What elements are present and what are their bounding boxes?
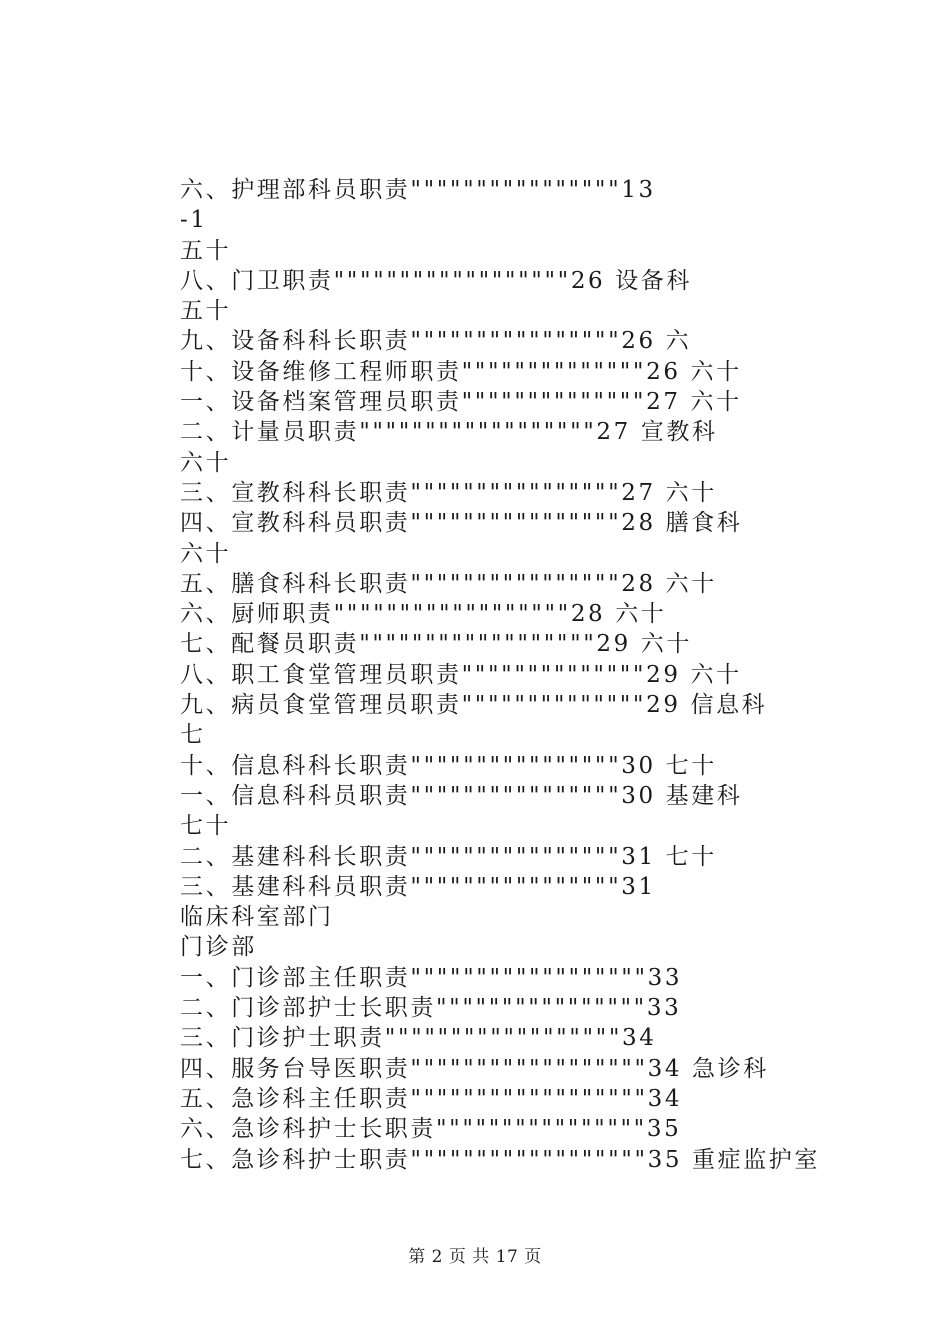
subsection-heading: 门诊部: [180, 934, 257, 961]
page-footer: 第 2 页 共 17 页: [408, 1247, 542, 1267]
toc-line: 七: [180, 722, 206, 749]
toc-line: 七十: [180, 813, 232, 840]
toc-line: 六、护理部科员职责""""""""""""""""13: [180, 177, 656, 203]
toc-line: 九、设备科科长职责""""""""""""""""26 六: [180, 328, 692, 355]
toc-line: 五十: [180, 298, 232, 325]
toc-line: 六、厨师职责""""""""""""""""""28 六十: [180, 601, 667, 628]
toc-line: 九、病员食堂管理员职责""""""""""""""29 信息科: [180, 692, 768, 719]
toc-line: 一、门诊部主任职责""""""""""""""""""33: [180, 964, 683, 991]
toc-line: 一、信息科科员职责""""""""""""""""30 基建科: [180, 782, 743, 809]
toc-line: 四、宣教科科员职责""""""""""""""""28 膳食科: [180, 510, 743, 537]
toc-line: 二、门诊部护士长职责""""""""""""""""33: [180, 995, 682, 1022]
toc-line: 一、设备档案管理员职责""""""""""""""27 六十: [180, 389, 742, 416]
toc-line: 七、配餐员职责""""""""""""""""""29 六十: [180, 631, 693, 658]
toc-line: 三、基建科科员职责""""""""""""""""31: [180, 873, 656, 900]
section-heading: 临床科室部门: [180, 904, 334, 931]
toc-line: 五、膳食科科长职责""""""""""""""""28 六十: [180, 570, 717, 597]
toc-line: 五十: [180, 237, 232, 264]
toc-line: 七、急诊科护士职责""""""""""""""""""35 重症监护室: [180, 1146, 821, 1173]
toc-line: 六十: [180, 449, 232, 476]
toc-line: 四、服务台导医职责""""""""""""""""""34 急诊科: [180, 1055, 769, 1082]
toc-line: 二、计量员职责""""""""""""""""""27 宣教科: [180, 419, 718, 446]
toc-line: 五、急诊科主任职责""""""""""""""""""34: [180, 1085, 683, 1112]
toc-line: -1: [180, 207, 208, 234]
toc-line: 三、门诊护士职责""""""""""""""""""34: [180, 1025, 657, 1052]
toc-line: 六十: [180, 540, 232, 567]
toc-line: 八、职工食堂管理员职责""""""""""""""29 六十: [180, 661, 742, 688]
toc-line: 六、急诊科护士长职责""""""""""""""""35: [180, 1116, 682, 1143]
toc-line: 二、基建科科长职责""""""""""""""""31 七十: [180, 843, 717, 870]
toc-line: 十、设备维修工程师职责""""""""""""""26 六十: [180, 358, 742, 385]
toc-line: 八、门卫职责""""""""""""""""""26 设备科: [180, 267, 693, 294]
toc-content: [180, 175, 860, 1175]
toc-line: 三、宣教科科长职责""""""""""""""""27 六十: [180, 479, 717, 506]
toc-line: 十、信息科科长职责""""""""""""""""30 七十: [180, 752, 717, 779]
